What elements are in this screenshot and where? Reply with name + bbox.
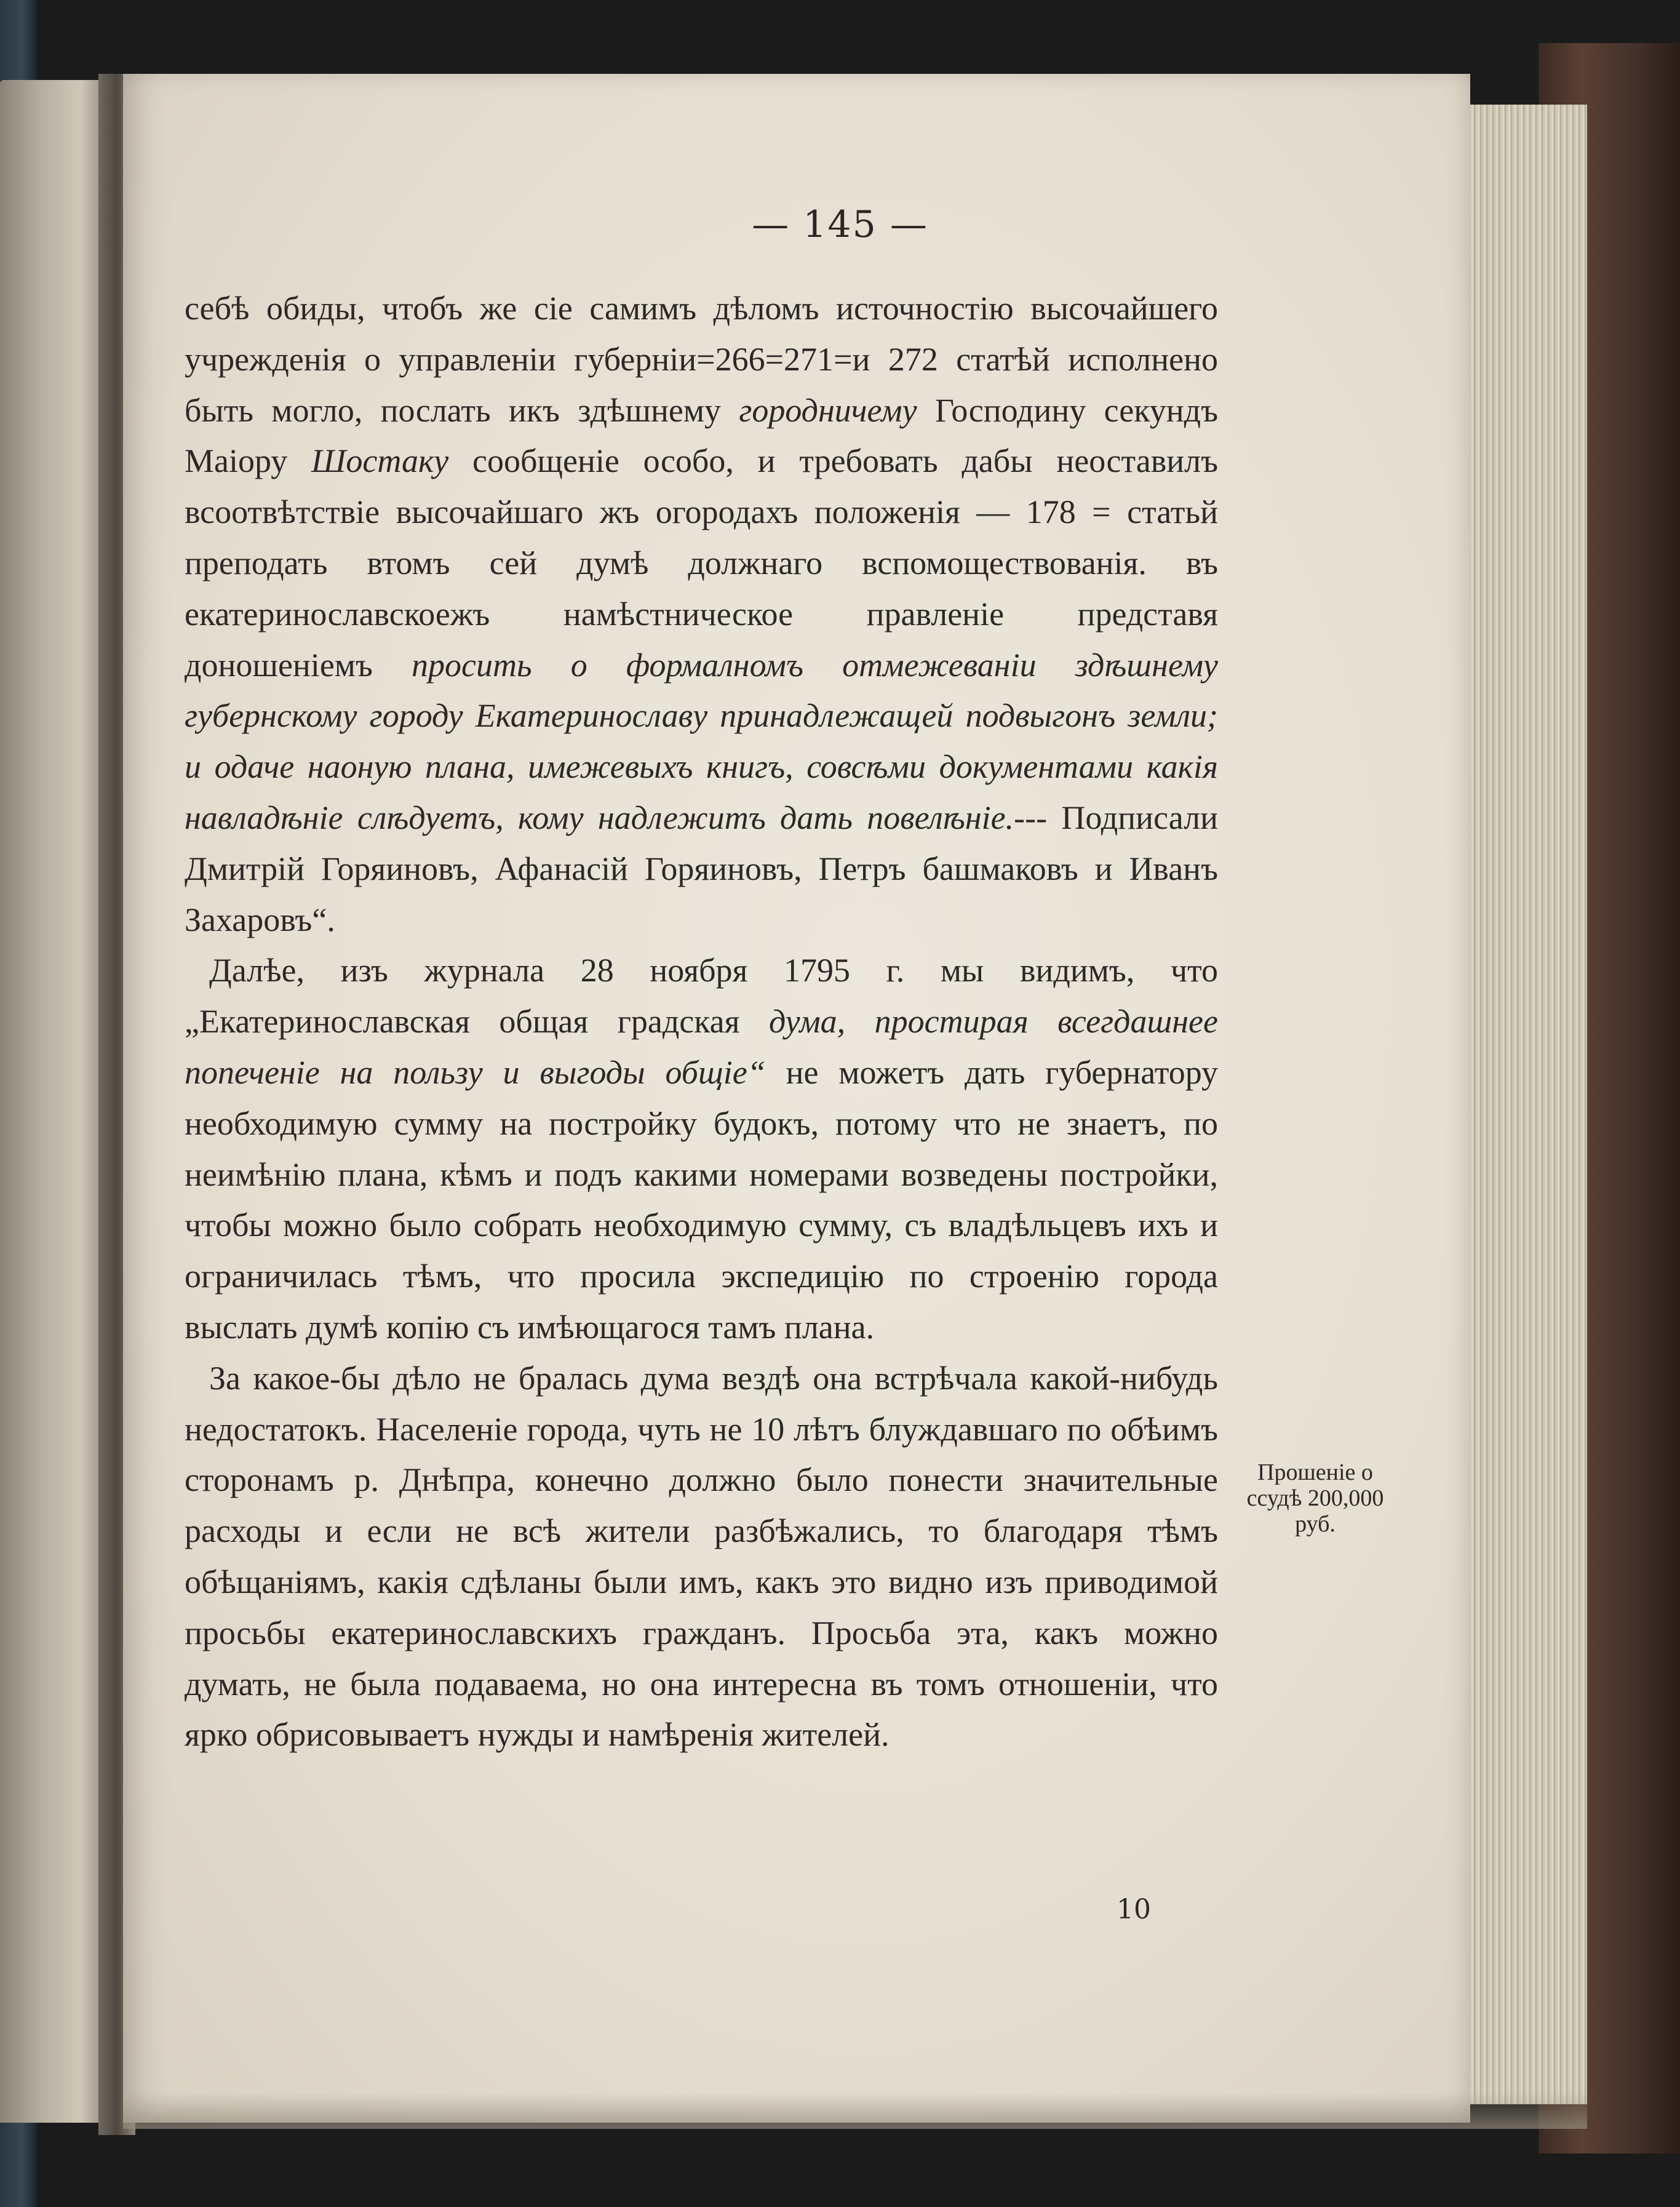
body-text <box>185 283 1218 1760</box>
para2-italic-1: дума, простирая всегдашнее попеченіе на пользу и выгоды общіе“ <box>185 1003 1218 1091</box>
page-number: — 145 — <box>752 203 928 246</box>
page-block-edges <box>1464 105 1587 2104</box>
para1-italic-3: просить о формалномъ отмежеваніи здѣшнему губернскому городу Екатеринославу принадлежащей подвыгонъ земли; и одаче наоную плана, имежевыхъ книгъ, совсѣми документами какія навладѣніе слѣдуетъ, кому надлежитъ дать повелѣніе. <box>185 646 1219 836</box>
para2-text-1: Далѣе, изъ журнала 28 ноября 1795 г. мы видимъ, что „Екатеринославская общая градская <box>185 952 1218 1040</box>
margin-note-line-1: Прошеніе о <box>1257 1459 1373 1485</box>
margin-note <box>1223 1459 1407 1537</box>
margin-note-line-3: руб. <box>1295 1511 1336 1537</box>
para1-text-1: себѣ обиды, чтобъ же сіе самимъ дѣломъ источностію высочайшего учрежденія о управленіи губерніи=266=271=и 272 статѣй исполнено быть могло, послать икъ здѣшнему <box>185 290 1218 429</box>
paragraph-3 <box>185 1353 1218 1760</box>
paragraph-2 <box>185 945 1218 1352</box>
para1-italic-2: Шостаку <box>311 442 449 480</box>
signature-mark: 10 <box>1117 1894 1151 1925</box>
para1-text-3: сообщеніе особо, и требовать дабы неоставилъ всоотвѣтствіе высочайшаго жъ огородахъ положенія — 178 = статьй преподать втомъ сей думѣ должнаго вспомоществованія. въ екатеринославскоежъ намѣстническое правленіе представя доношеніемъ <box>185 442 1218 684</box>
para2-text-2: не можетъ дать губернатору необходимую сумму на постройку будокъ, потому что не знаетъ, по неимѣнію плана, кѣмъ и подъ какими номерами возведены постройки, чтобы можно было собрать необходимую сумму, съ владѣльцевъ ихъ и ограничилась тѣмъ, что просила экспедицію по строенію города выслать думѣ копію съ имѣющагося тамъ плана. <box>185 1053 1218 1346</box>
para1-italic-1: городничему <box>739 391 917 429</box>
para1-text-2: Господину секундъ Маіору <box>185 391 1218 480</box>
margin-note-line-2: ссудѣ 200,000 <box>1246 1485 1384 1511</box>
para3-text-1: За какое-бы дѣло не бралась дума вездѣ она встрѣчала какой-нибудь недостатокъ. Населеніе города, чуть не 10 лѣтъ блуждавшаго по обѣимъ сторонамъ р. Днѣпра, конечно должно было понести значительные расходы и если не всѣ жители разбѣжались, то благодаря тѣмъ обѣщаніямъ, какія сдѣланы были имъ, какъ это видно изъ приводимой просьбы екатеринославскихъ гражданъ. Просьба эта, какъ можно думать, не была подаваема, но она интересна въ томъ отношеніи, что ярко обрисовываетъ нужды и намѣренія жителей. <box>185 1359 1218 1754</box>
para1-text-4: --- Подписали Дмитрій Горяиновъ, Афанасій Горяиновъ, Петръ башмаковъ и Иванъ Захаровъ“. <box>185 799 1218 938</box>
paragraph-1 <box>185 283 1218 945</box>
page-bottom-shadow <box>123 2092 1587 2129</box>
left-page-edge <box>0 80 108 2123</box>
